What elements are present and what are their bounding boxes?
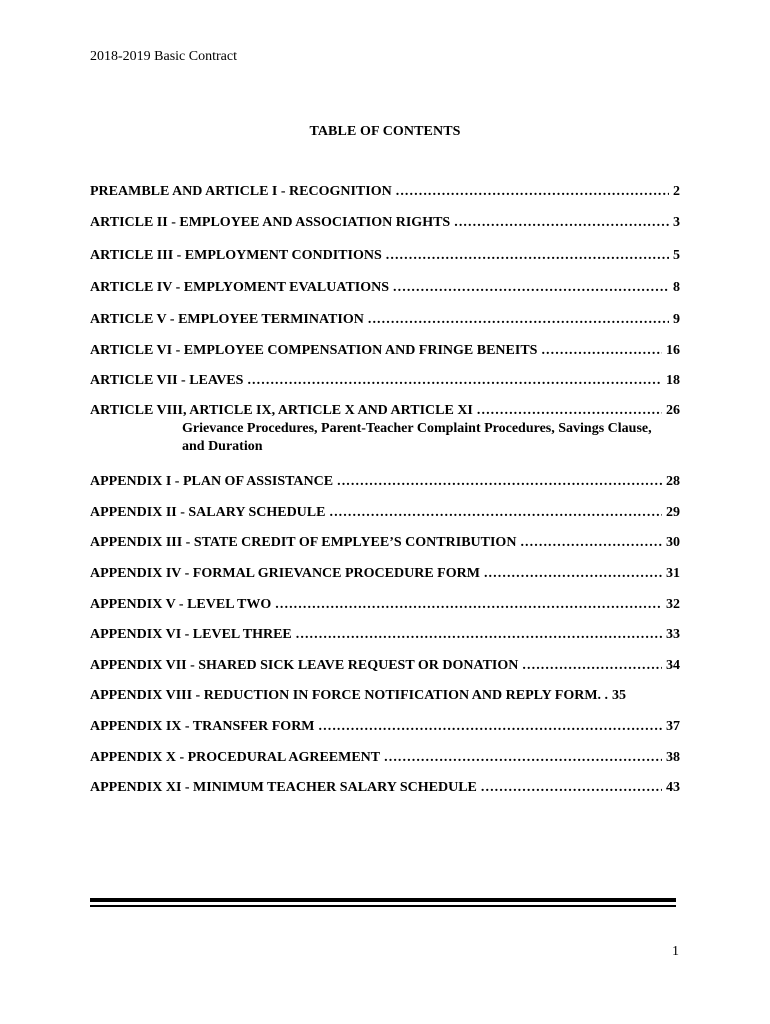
footer-rule-thick — [90, 898, 676, 902]
dot-leader — [477, 403, 662, 419]
toc-entry-page: 30 — [666, 535, 680, 550]
toc-entry-label: APPENDIX IX - TRANSFER FORM — [90, 719, 315, 734]
toc-entry-label: ARTICLE IV - EMPLYOMENT EVALUATIONS — [90, 280, 390, 295]
toc-entry-appendix-vi[interactable] — [90, 627, 680, 645]
page-number: 1 — [672, 944, 679, 959]
dot-leader — [296, 627, 662, 643]
footer-rule-thin — [90, 905, 676, 907]
toc-entry-label: APPENDIX XI - MINIMUM TEACHER SALARY SCHEDULE — [90, 780, 477, 795]
toc-entry-label: APPENDIX VIII - REDUCTION IN FORCE NOTIFICATION AND REPLY FORM. . — [90, 688, 609, 703]
dot-leader — [275, 597, 662, 613]
toc-entry-label: APPENDIX V - LEVEL TWO — [90, 597, 272, 612]
toc-entry-page: 16 — [666, 343, 680, 358]
toc-entry-label: APPENDIX VII - SHARED SICK LEAVE REQUEST OR DONATION — [90, 658, 519, 673]
dot-leader — [454, 215, 669, 231]
toc-entry-appendix-i[interactable] — [90, 474, 680, 492]
toc-entry-page: 9 — [673, 312, 680, 327]
toc-entry-label: APPENDIX II - SALARY SCHEDULE — [90, 505, 326, 520]
dot-leader — [522, 658, 662, 674]
dot-leader — [481, 780, 662, 796]
toc-entry-preamble[interactable] — [90, 184, 680, 202]
toc-entry-article-iii[interactable] — [90, 248, 680, 266]
toc-entry-appendix-ix[interactable] — [90, 719, 680, 737]
toc-entry-label: APPENDIX IV - FORMAL GRIEVANCE PROCEDURE FORM — [90, 566, 480, 581]
toc-entry-page: 26 — [666, 403, 680, 418]
toc-entry-appendix-iv[interactable] — [90, 566, 680, 584]
dot-leader — [368, 312, 669, 328]
toc-entry-article-v[interactable] — [90, 312, 680, 330]
toc-entry-label: APPENDIX I - PLAN OF ASSISTANCE — [90, 474, 334, 489]
toc-entry-appendix-xi[interactable] — [90, 780, 680, 798]
dot-leader — [319, 719, 662, 735]
dot-leader — [247, 373, 662, 389]
dot-leader — [384, 750, 662, 766]
toc-entry-article-vi[interactable] — [90, 343, 680, 361]
toc-entry-page: 37 — [666, 719, 680, 734]
toc-entry-appendix-x[interactable] — [90, 750, 680, 768]
toc-entry-label: ARTICLE III - EMPLOYMENT CONDITIONS — [90, 248, 382, 263]
dot-leader — [337, 474, 662, 490]
toc-entry-appendix-viii[interactable] — [90, 688, 680, 706]
toc-entry-appendix-ii[interactable] — [90, 505, 680, 523]
toc-entry-page: 34 — [666, 658, 680, 673]
toc-entry-page: 8 — [673, 280, 680, 295]
toc-entry-subtitle: Grievance Procedures, Parent-Teacher Complaint Procedures, Savings Clause, and Duration — [182, 421, 652, 454]
toc-entry-label: ARTICLE II - EMPLOYEE AND ASSOCIATION RIGHTS — [90, 215, 451, 230]
toc-entry-appendix-vii[interactable] — [90, 658, 680, 676]
toc-entry-label: ARTICLE VII - LEAVES — [90, 373, 244, 388]
toc-entry-label: ARTICLE VI - EMPLOYEE COMPENSATION AND FRINGE BENEITS — [90, 343, 538, 358]
dot-leader — [386, 248, 669, 264]
dot-leader — [329, 505, 662, 521]
toc-entry-page: 38 — [666, 750, 680, 765]
toc-entry-page: 3 — [673, 215, 680, 230]
toc-entry-label: PREAMBLE AND ARTICLE I - RECOGNITION — [90, 184, 392, 199]
toc-entry-appendix-iii[interactable] — [90, 535, 680, 553]
toc-entry-page: 31 — [666, 566, 680, 581]
dot-leader — [541, 343, 662, 359]
toc-entry-page: 28 — [666, 474, 680, 489]
toc-entry-page: 33 — [666, 627, 680, 642]
toc-entry-page: 18 — [666, 373, 680, 388]
dot-leader — [393, 280, 669, 296]
dot-leader — [484, 566, 662, 582]
toc-entry-label: APPENDIX X - PROCEDURAL AGREEMENT — [90, 750, 381, 765]
toc-entry-label: ARTICLE VIII, ARTICLE IX, ARTICLE X AND ARTICLE XI — [90, 403, 473, 418]
running-header: 2018-2019 Basic Contract — [90, 49, 237, 64]
toc-entry-article-viii-xi[interactable] — [90, 403, 680, 421]
dot-leader — [520, 535, 662, 551]
toc-entry-page: 2 — [673, 184, 680, 199]
toc-entry-appendix-v[interactable] — [90, 597, 680, 615]
toc-entry-page: 5 — [673, 248, 680, 263]
toc-entry-article-iv[interactable] — [90, 280, 680, 298]
toc-entry-label: APPENDIX VI - LEVEL THREE — [90, 627, 292, 642]
toc-entry-article-ii[interactable] — [90, 215, 680, 233]
dot-leader — [396, 184, 669, 200]
toc-entry-page: 43 — [666, 780, 680, 795]
page-title: TABLE OF CONTENTS — [309, 124, 461, 139]
toc-entry-page: 29 — [666, 505, 680, 520]
toc-entry-label: APPENDIX III - STATE CREDIT OF EMPLYEE’S CONTRIBUTION — [90, 535, 517, 550]
toc-entry-label: ARTICLE V - EMPLOYEE TERMINATION — [90, 312, 364, 327]
toc-entry-page: 35 — [612, 688, 627, 703]
toc-entry-article-vii[interactable] — [90, 373, 680, 391]
toc-entry-page: 32 — [666, 597, 680, 612]
